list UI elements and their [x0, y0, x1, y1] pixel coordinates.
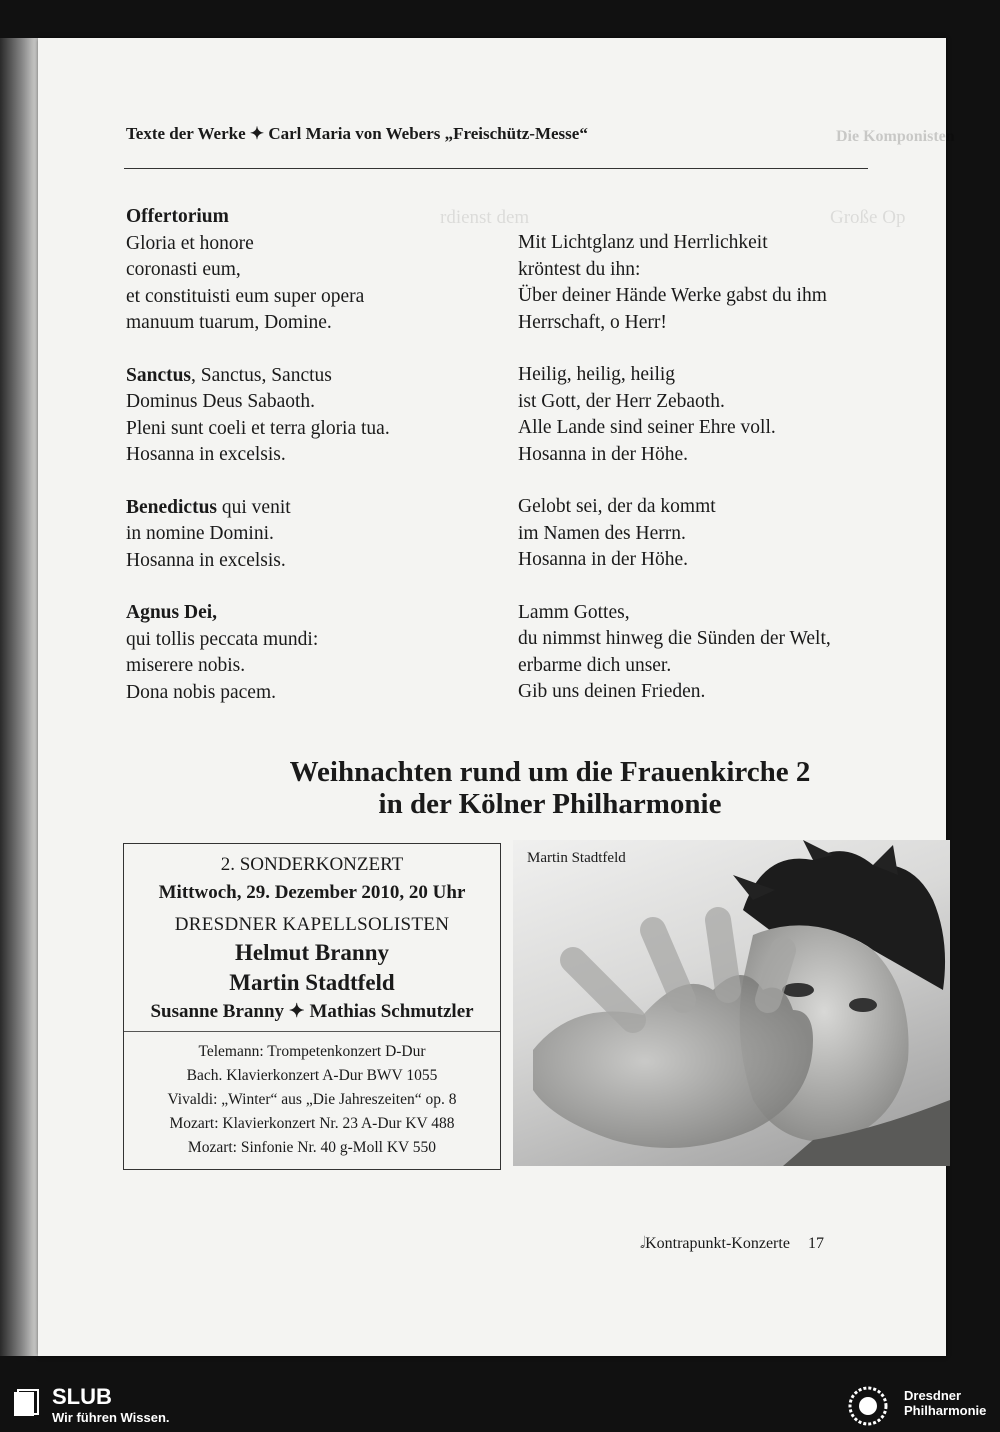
- concert-date: Mittwoch, 29. Dezember 2010, 20 Uhr: [158, 882, 466, 903]
- german-agnus: [518, 600, 831, 706]
- section-heading: Benedictus: [126, 496, 218, 518]
- concert-label: 2. SONDERKONZERT: [220, 854, 404, 875]
- running-header: Texte der Werke ✦ Carl Maria von Webers „Freischütz-Messe“: [126, 124, 588, 143]
- text-line: coronasti eum,: [126, 259, 241, 280]
- bleed-through-header: Die Komponisten: [836, 128, 955, 145]
- partner-name-line: Dresdner: [904, 1388, 962, 1403]
- partner-name: [904, 1388, 986, 1418]
- latin-text-column: [126, 204, 390, 732]
- text-line: Gloria et honore: [126, 232, 254, 254]
- german-text-column: [518, 230, 831, 732]
- digitization-footer-bar: [0, 1380, 1000, 1432]
- text-line: qui venit: [217, 496, 291, 518]
- slub-name: SLUB: [52, 1384, 112, 1409]
- portrait-illustration: [513, 840, 950, 1166]
- program-list: [124, 1040, 500, 1160]
- slub-tagline: Wir führen Wissen.: [52, 1410, 170, 1425]
- text-line: Heilig, heilig, heilig: [518, 364, 676, 385]
- partner-name-line: Philharmonie: [904, 1403, 987, 1418]
- text-line: du nimmst hinweg die Sünden der Welt,: [518, 628, 831, 649]
- text-line: erbarme dich unser.: [518, 654, 672, 676]
- section-heading: Offertorium: [126, 206, 229, 227]
- text-line: manuum tuarum, Domine.: [126, 312, 332, 333]
- text-line: Hosanna in excelsis.: [126, 444, 286, 465]
- header-rule: [124, 168, 868, 169]
- latin-agnus: [126, 600, 390, 706]
- concert-title-line: in der Kölner Philharmonie: [378, 788, 722, 820]
- german-benedictus: [518, 494, 831, 574]
- text-line: Dominus Deus Sabaoth.: [126, 391, 316, 412]
- program-item: Mozart: Klavierkonzert Nr. 23 A-Dur KV 488: [169, 1115, 455, 1132]
- slub-logo-icon: [12, 1388, 42, 1418]
- text-line: Mit Lichtglanz und Herrlichkeit: [518, 232, 768, 253]
- german-sanctus: [518, 362, 831, 468]
- artist-name: Martin Stadtfeld: [229, 970, 395, 995]
- text-line: , Sanctus, Sanctus: [191, 364, 332, 386]
- text-line: Dona nobis pacem.: [126, 681, 277, 703]
- bleed-through-text: rdienst dem: [440, 207, 530, 228]
- text-line: Pleni sunt coeli et terra gloria tua.: [126, 417, 390, 439]
- text-line: Lamm Gottes,: [518, 601, 630, 623]
- text-line: im Namen des Herrn.: [518, 522, 686, 544]
- latin-benedictus: [126, 495, 390, 575]
- text-line: in nomine Domini.: [126, 523, 274, 544]
- artist-name: Helmut Branny: [235, 940, 389, 965]
- program-item: Vivaldi: „Winter“ aus „Die Jahreszeiten“ op. 8: [167, 1091, 457, 1108]
- section-heading: Sanctus: [126, 364, 192, 386]
- text-line: Hosanna in der Höhe.: [518, 443, 689, 465]
- ensemble-name: DRESDNER KAPELLSOLISTEN: [174, 914, 450, 935]
- facing-page-edge: [0, 38, 38, 1356]
- text-line: Gib uns deinen Frieden.: [518, 681, 706, 702]
- text-line: et constituisti eum super opera: [126, 285, 365, 307]
- philharmonie-logo-icon: [846, 1384, 890, 1428]
- text-line: qui tollis peccata mundi:: [126, 628, 319, 650]
- text-line: Über deiner Hände Werke gabst du ihm: [518, 285, 827, 306]
- box-divider: [124, 1031, 500, 1032]
- soloists: Susanne Branny ✦ Mathias Schmutzler: [150, 1001, 474, 1022]
- program-item: Telemann: Trompetenkonzert D-Dur: [198, 1043, 426, 1060]
- bleed-through-text: Große Op: [830, 207, 906, 228]
- text-line: ist Gott, der Herr Zebaoth.: [518, 390, 725, 412]
- text-line: Gelobt sei, der da kommt: [518, 496, 716, 517]
- german-offertorium: [518, 230, 831, 336]
- program-item: Bach. Klavierkonzert A-Dur BWV 1055: [186, 1067, 438, 1084]
- concert-title: [200, 756, 900, 820]
- text-line: Hosanna in der Höhe.: [518, 549, 689, 570]
- text-line: Herrschaft, o Herr!: [518, 311, 667, 333]
- concert-info-box: [123, 843, 501, 1170]
- program-item: Mozart: Sinfonie Nr. 40 g-Moll KV 550: [187, 1139, 437, 1156]
- footer-section: Kontrapunkt-Konzerte: [645, 1235, 790, 1252]
- text-line: ,: [212, 602, 218, 623]
- page-number: 17: [807, 1235, 824, 1252]
- text-line: Alle Lande sind seiner Ehre voll.: [518, 417, 776, 438]
- section-heading: Agnus Dei: [126, 602, 213, 623]
- photo-caption: Martin Stadtfeld: [527, 850, 626, 866]
- latin-offertorium: [126, 204, 390, 337]
- page-footer: [640, 1235, 824, 1253]
- music-note-icon: 𝅗𝅥: [640, 1235, 646, 1252]
- latin-sanctus: [126, 363, 390, 469]
- artist-photo: [513, 840, 950, 1166]
- text-line: miserere nobis.: [126, 655, 246, 676]
- text-line: Hosanna in excelsis.: [126, 549, 286, 571]
- text-line: kröntest du ihn:: [518, 258, 641, 280]
- concert-title-line: Weihnachten rund um die Frauenkirche 2: [289, 756, 811, 788]
